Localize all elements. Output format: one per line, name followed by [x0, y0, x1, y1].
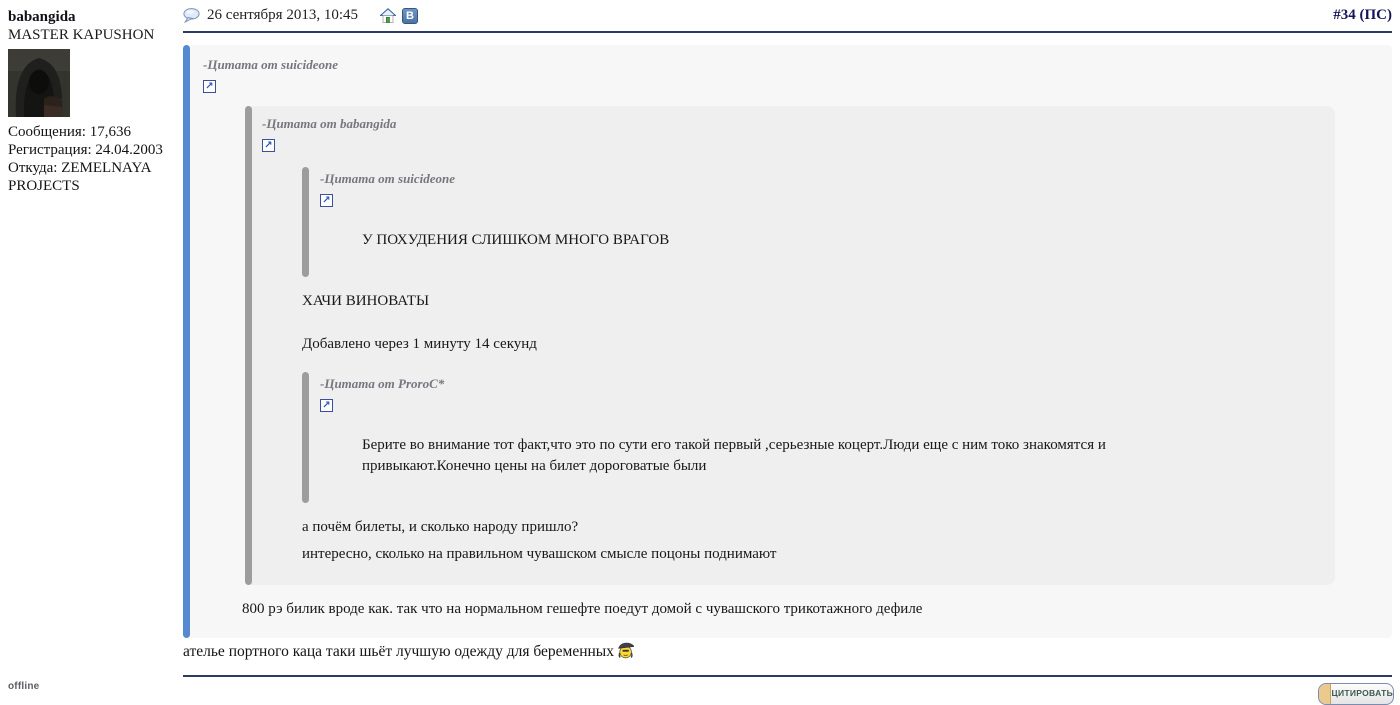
header-divider: [183, 31, 1392, 33]
quote-text: а почём билеты, и сколько народу пришло?: [302, 519, 579, 535]
quote-button-icon: [1319, 684, 1331, 704]
quote-button-label: ЦИТИРОВАТЬ: [1331, 688, 1393, 698]
post-date: 26 сентября 2013, 10:45: [207, 7, 358, 23]
home-icon[interactable]: [380, 8, 396, 24]
goto-post-icon[interactable]: [203, 80, 216, 93]
vk-icon[interactable]: B: [402, 8, 418, 24]
avatar[interactable]: [8, 49, 70, 117]
quote-bar-gray: [302, 167, 309, 277]
post-number-link[interactable]: #34: [1333, 7, 1356, 23]
post-message: [183, 641, 635, 665]
quote-text: ХАЧИ ВИНОВАТЫ: [302, 293, 430, 309]
goto-post-arrow: ↗: [205, 81, 214, 92]
quote-bar-gray: [302, 372, 309, 503]
post-message-text: ателье портного каца таки шьёт лучшую одежду для беременных: [183, 643, 614, 660]
post-number: [1333, 7, 1392, 24]
goto-post-arrow: ↗: [264, 140, 273, 151]
stat-messages: Сообщения: 17,636: [8, 124, 131, 140]
goto-post-arrow: ↗: [322, 195, 331, 206]
avatar-image: [8, 49, 70, 117]
goto-post-arrow: ↗: [322, 400, 331, 411]
quote-block-outer: [183, 45, 1392, 638]
quote-text: интересно, сколько на правильном чувашском смысле поцоны поднимают: [302, 546, 777, 562]
quote-header: -Цитата от babangida: [262, 116, 397, 131]
user-panel: [8, 8, 180, 195]
goto-post-icon[interactable]: [320, 194, 333, 207]
quote-header: -Цитата от suicideone: [203, 57, 339, 72]
hasid-smiley-icon: [617, 642, 635, 665]
stat-location: Откуда: ZEMELNAYA PROJECTS: [8, 160, 151, 194]
footer-divider: [183, 675, 1392, 677]
added-later-note: Добавлено через 1 минуту 14 секунд: [302, 336, 537, 352]
user-stats: [8, 123, 180, 195]
quote-block-babangida: [245, 106, 1335, 585]
quote-header: -Цитата от suicideone: [320, 171, 456, 186]
quote-text: У ПОХУДЕНИЯ СЛИШКОМ МНОГО ВРАГОВ: [362, 232, 670, 248]
quote-block-suicideone-inner: [302, 167, 1317, 277]
stat-registration: Регистрация: 24.04.2003: [8, 142, 163, 158]
user-title: MASTER KAPUSHON: [8, 27, 155, 43]
status-badge: offline: [8, 681, 40, 692]
post-number-suffix: (ПС): [1355, 7, 1392, 23]
quote-text: 800 рэ билик вроде как. так что на нормальном гешефте поедут домой с чувашского трикотажного дефиле: [242, 601, 923, 617]
quote-button[interactable]: [1318, 683, 1394, 705]
username-link[interactable]: babangida: [8, 9, 76, 25]
post-header: [183, 0, 1392, 31]
goto-post-icon[interactable]: [262, 139, 275, 152]
quote-bar-gray: [245, 106, 252, 585]
quote-bar-blue: [183, 45, 190, 638]
speech-bubble-icon: [183, 8, 200, 23]
quote-text: Берите во внимание тот факт,что это по сути его такой первый ,серьезные коцерт.Люди еще с ним токо знакомятся и привыкают.Конечно цены на билет дороговатые были: [362, 437, 1106, 474]
quote-header: -Цитата от ProroC*: [320, 376, 445, 391]
goto-post-icon[interactable]: [320, 399, 333, 412]
quote-block-proroc: [302, 372, 1317, 503]
